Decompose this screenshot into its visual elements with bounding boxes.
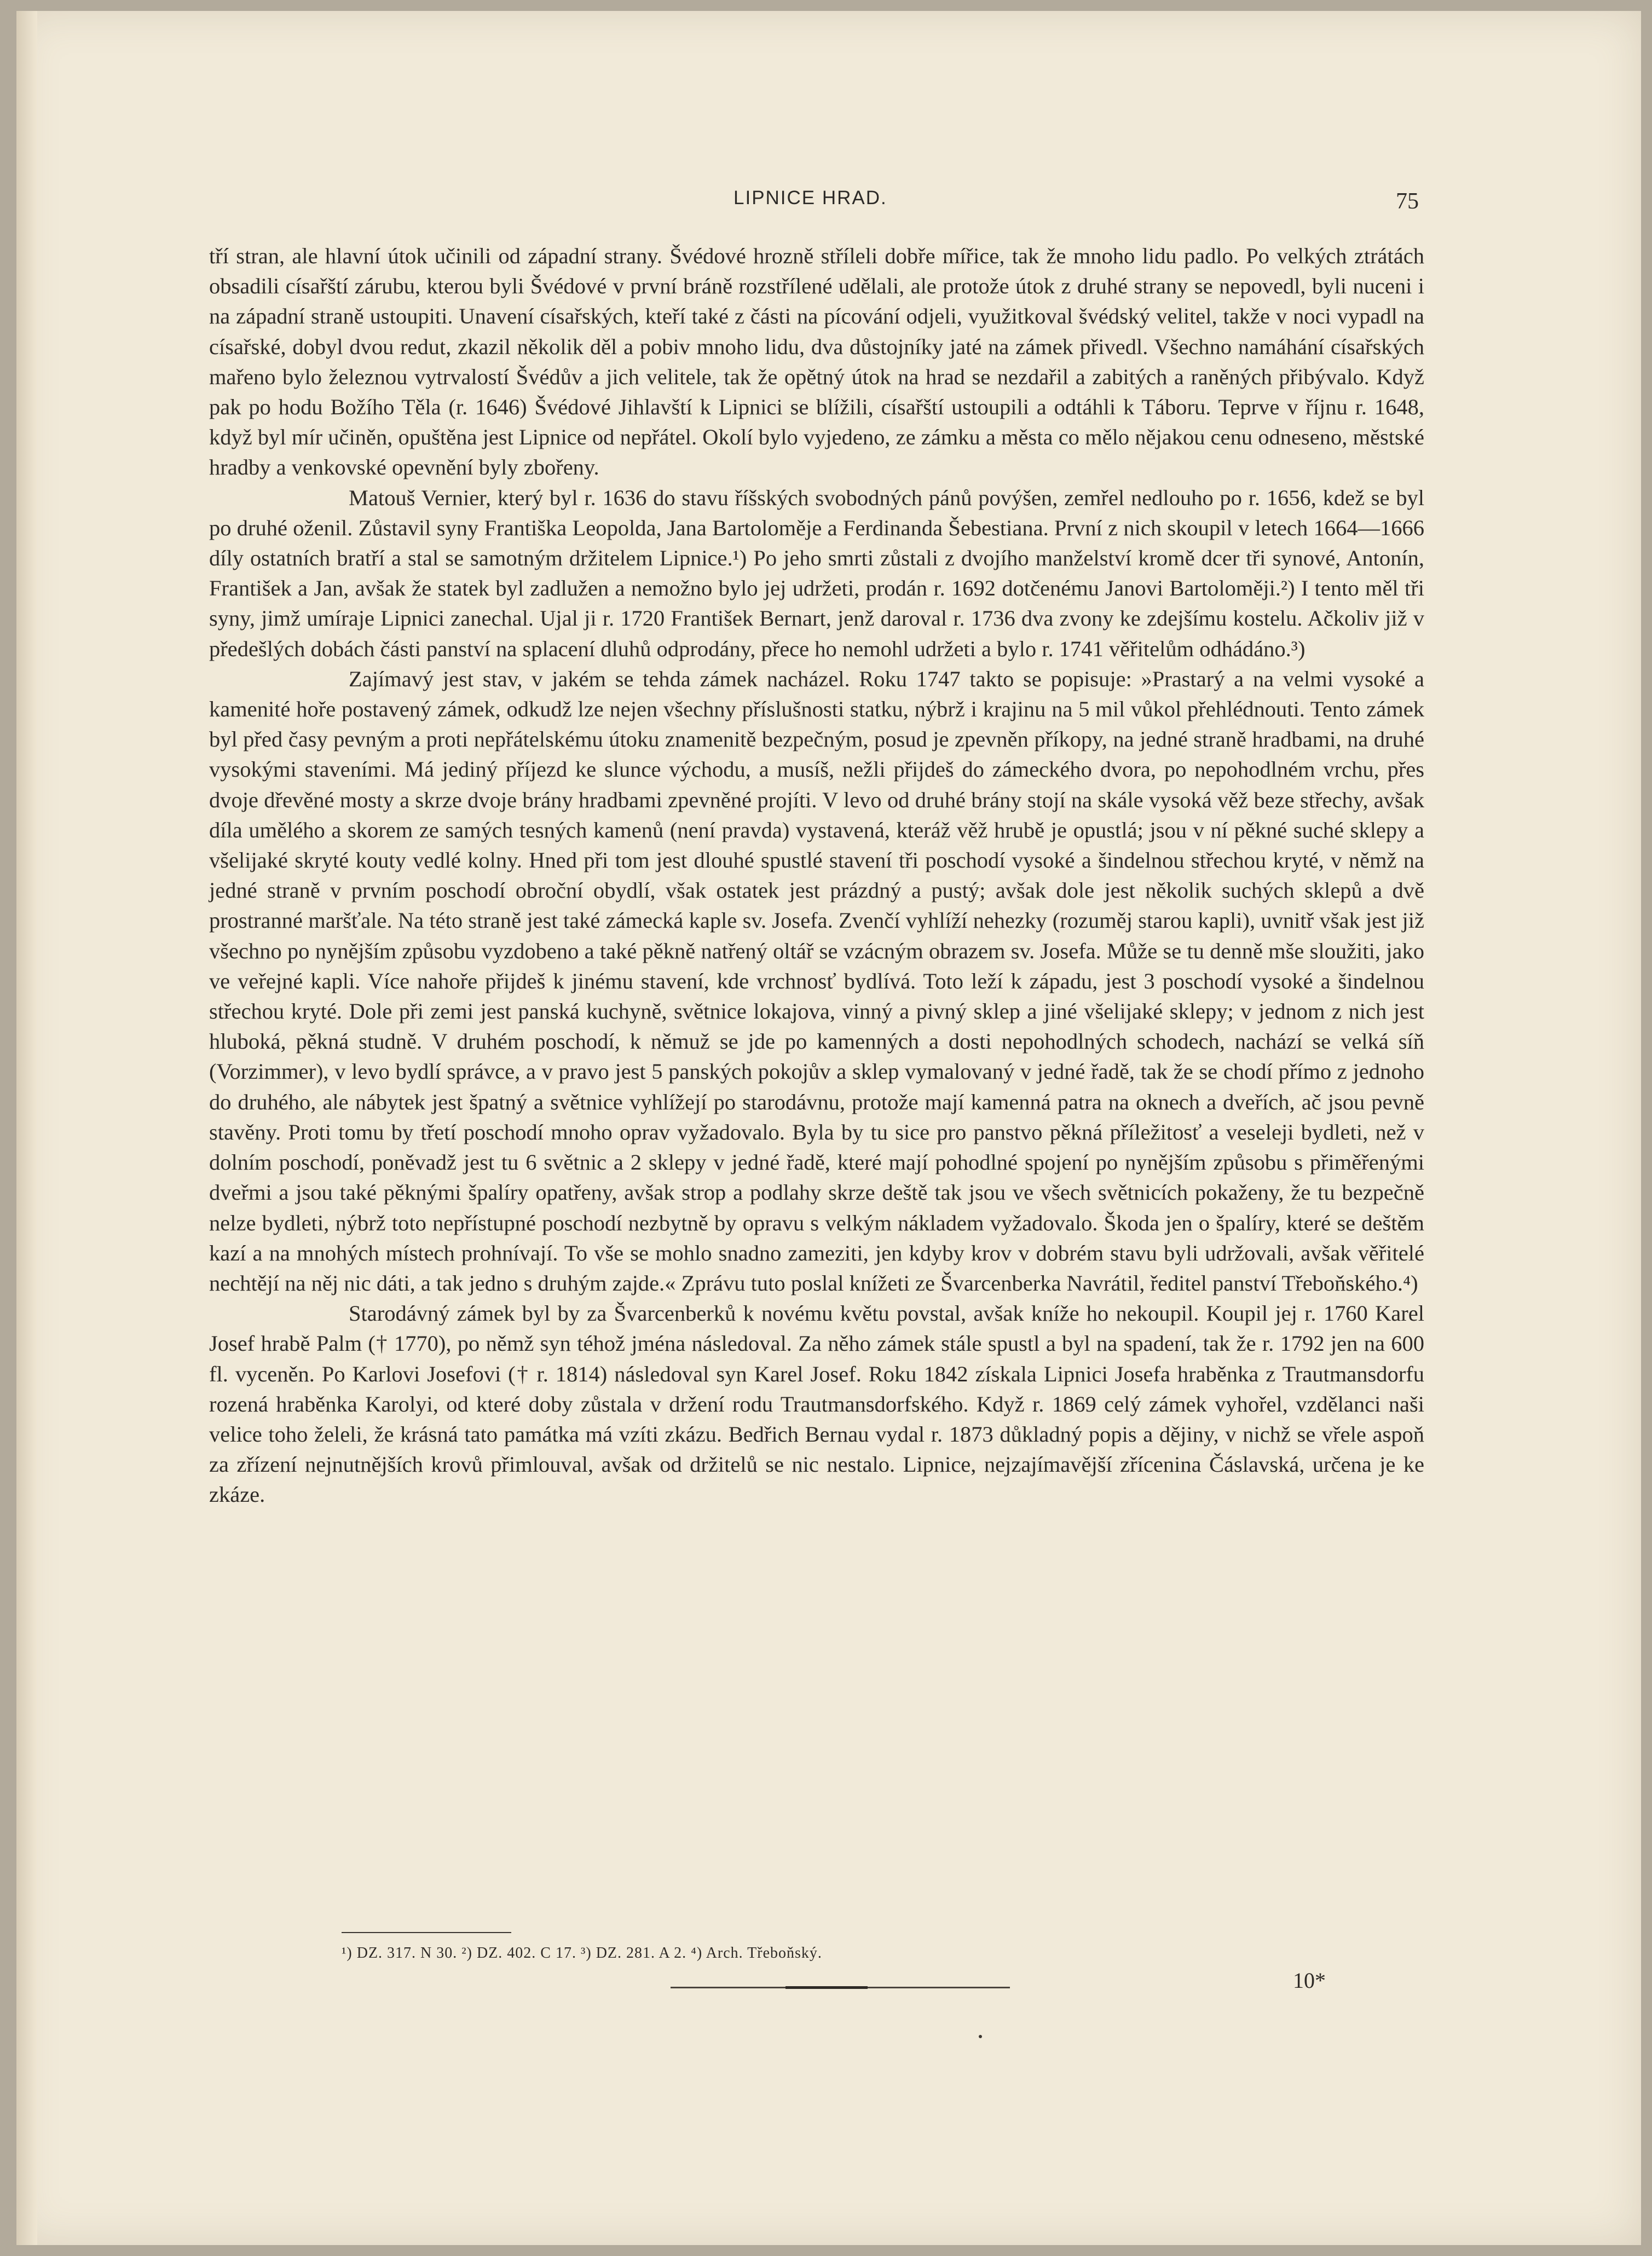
paragraph: Matouš Vernier, který byl r. 1636 do stavu říšských svobodných pánů povýšen, zemřel nedlouho po r. 1656, kdež se byl po druhé oženil. Zůstavil syny Františka Leopolda, Jana Bartoloměje a Ferdinanda Šebestiana. První z nich skoupil v letech 1664—1666 díly ostatních bratří a stal se samotným držitelem Lipnice.¹) Po jeho smrti zůstali z dvojího manželství kromě dcer tři synové, Antonín, František a Jan, avšak že statek byl zadlužen a nemožno bylo jej udržeti, prodán r. 1692 dotčenému Janovi Bartoloměji.²) I tento měl tři syny, jimž umíraje Lipnici zanechal. Ujal ji r. 1720 František Bernart, jenž daroval r. 1736 dva zvony ke zdejšímu kostelu. Ačkoliv již v předešlých dobách části panství na splacení dluhů odprodány, přece ho nemohl udržeti a bylo r. 1741 věřitelům odhádáno.³) [209,485,1424,661]
body-text [209,241,1424,1510]
bottom-rule-accent [785,1986,868,1989]
paragraph: Starodávný zámek byl by za Švarcenberků k novému květu povstal, avšak kníže ho nekoupil. Koupil jej r. 1760 Karel Josef hrabě Palm († 1770), po němž syn téhož jména následoval. Za něho zámek stále spustl a byl na spadení, tak že r. 1792 jen na 600 fl. vyceněn. Po Karlovi Josefovi († r. 1814) následoval syn Karel Josef. Roku 1842 získala Lipnici Josefa hraběnka z Trautmansdorfu rozená hraběnka Karolyi, od které doby zůstala v držení rodu Trautmansdorfského. Když r. 1869 celý zámek vyhořel, vzdělanci naši velice toho želeli, že krásná tato památka má vzíti zkázu. Bedřich Bernau vydal r. 1873 důkladný popis a dějiny, v nichž se vřele aspoň za zřízení nejnutnějších krovů přimlouval, avšak od držitelů se nic nestalo. Lipnice, nejzajímavější zřícenina Čáslavská, určena je ke zkáze. [209,1301,1424,1507]
page-header [16,187,1641,220]
running-head: LIPNICE HRAD. [733,187,887,209]
paragraph: Zajímavý jest stav, v jakém se tehda zámek nacházel. Roku 1747 takto se popisuje: »Prastarý a na velmi vysoké a kamenité hoře postavený zámek, odkudž lze nejen všechny příslušnosti statku, nýbrž i krajinu na 5 mil vůkol přehlédnouti. Tento zámek byl před časy pevným a proti nepřátelskému útoku znamenitě bezpečným, posud je zpevněn příkopy, na jedné straně hradbami, na druhé vysokými staveními. Má jediný příjezd ke slunce východu, a musíš, nežli přijdeš do zámeckého dvora, po nepohodlném vrchu, přes dvoje dřevěné mosty a skrze dvoje brány hradbami zpevněné projíti. V levo od druhé brány stojí na skále vysoká věž beze střechy, avšak díla umělého a skorem ze samých tesných kamenů (není pravda) vystavená, kteráž věž hrubě je opustlá; jsou v ní pěkné suché sklepy a všelijaké skryté kouty vedlé kolny. Hned při tom jest dlouhé spustlé stavení tři poschodí vysoké a šindelnou střechou kryté, v němž na jedné straně v prvním poschodí obroční obydlí, však ostatek jest prázdný a pustý; avšak dole jest několik suchých sklepů a dvě prostranné maršťale. Na této straně jest také zámecká kaple sv. Josefa. Zvenčí vyhlíží nehezky (rozuměj starou kapli), uvnitř však jest již všechno po nynějším způsobu vyzdobeno a také pěkně natřený oltář se vzácným obrazem sv. Josefa. Může se tu denně mše sloužiti, jako ve veřejné kapli. Více nahoře přijdeš k jinému stavení, kde vrchnosť bydlívá. Toto leží k západu, jest 3 poschodí vysoké a šindelnou střechou kryté. Dole při zemi jest panská kuchyně, světnice lokajova, vinný a pivný sklep a jiné všelijaké sklepy; v jednom z nich jest hluboká, pěkná studně. V druhém poschodí, k němuž se jde po kamenných a dosti nepohodlných schodech, nachází se velká síň (Vorzimmer), v levo bydlí správce, a v pravo jest 5 panských pokojův a sklep vymalovaný v jedné řadě, tak že se chodí přímo z jednoho do druhého, ale nábytek jest špatný a světnice vyhlížejí po starodávnu, protože mají kamenná patra na oknech a dveřích, ač jsou pevně stavěny. Proti tomu by třetí poschodí mnoho oprav vyžadovalo. Byla by tu sice pro panstvo pěkná příležitosť a veseleji bydleti, než v dolním poschodí, poněvadž jest tu 6 světnic a 2 sklepy v jedné řadě, které mají pohodlné spojení po nynějším způsobu s přiměřenými dveřmi a jsou také pěknými špalíry opatřeny, avšak strop a podlahy skrze deště tak jsou ve všech světnicích pokaženy, že tu bezpečně nelze bydleti, nýbrž toto nepřístupné poschodí nezbytně by opravu s velkým nákladem vyžadovalo. Škoda jen o špalíry, které se deštěm kazí a na mnohých místech prohnívají. To vše se mohlo snadno zameziti, jen kdyby krov v dobrém stavu byli udržovali, avšak věřitelé nechtějí na něj nic dáti, a tak jedno s druhým zajde.« Zprávu tuto poslal knížeti ze Švarcenberka Navrátil, ředitel panství Třeboňského.⁴) [209,666,1424,1295]
footnotes: ¹) DZ. 317. N 30. ²) DZ. 402. C 17. ³) DZ. 281. A 2. ⁴) Arch. Třeboňský. [342,1945,822,1962]
footnote-rule [342,1932,511,1933]
page-edge-shadow [16,11,37,2245]
book-page [16,11,1641,2245]
signature-mark: 10* [1293,1968,1326,1993]
ink-speck [979,2035,982,2038]
page-number: 75 [1396,189,1419,214]
paragraph: tří stran, ale hlavní útok učinili od západní strany. Švédové hrozně stříleli dobře mířice, tak že mnoho lidu padlo. Po velkých ztrátách obsadili císařští zárubu, kterou byli Švédové v první bráně rozstřílené udělali, ale protože útok z druhé strany se nepovedl, byli nuceni i na západní straně ustoupiti. Unavení císařských, kteří také z části na pícování odjeli, využitkoval švédský velitel, takže v noci vypadl na císařské, dobyl dvou redut, zkazil několik děl a pobiv mnoho lidu, dva důstojníky jaté na zámek přivedl. Všechno namáhání císařských mařeno bylo železnou vytrvalostí Švédův a jich velitele, tak že opětný útok na hrad se nezdařil a zabitých a raněných přibývalo. Když pak po hodu Božího Těla (r. 1646) Švédové Jihlavští k Lipnici se blížili, císařští ustoupili a odtáhli k Táboru. Teprve v říjnu r. 1648, když byl mír učiněn, opuštěna jest Lipnice od nepřátel. Okolí bylo vyjedeno, ze zámku a města co mělo nějakou cenu odneseno, městské hradby a venkovské opevnění byly zbořeny. [209,244,1424,480]
